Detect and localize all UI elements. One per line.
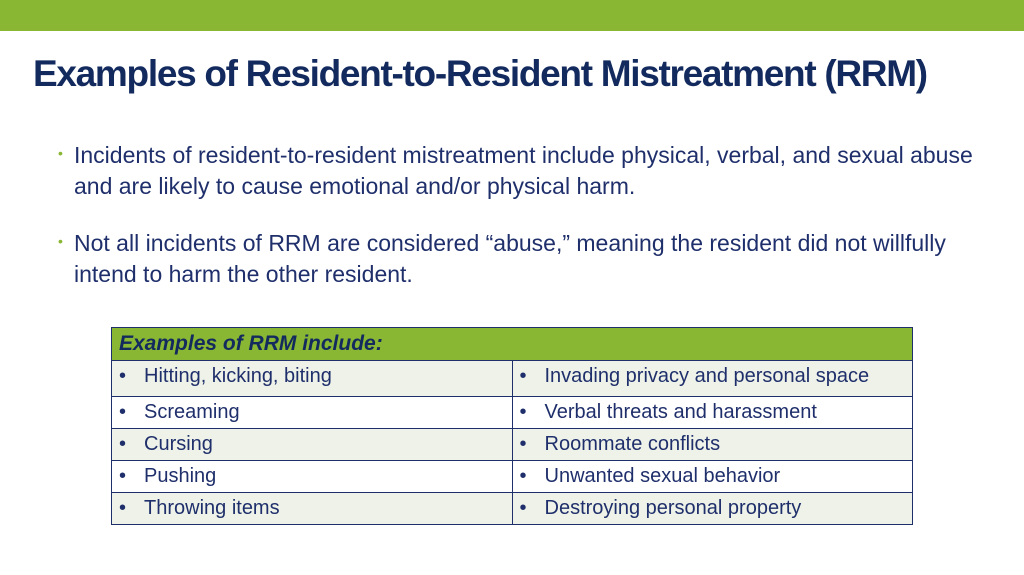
bullet-text: Not all incidents of RRM are considered “abuse,” meaning the resident did not willfully intend to harm the other resident. xyxy=(74,230,946,287)
cell-text: Screaming xyxy=(144,401,240,423)
bullet-dot-icon: • xyxy=(119,497,127,519)
table-row xyxy=(112,461,913,493)
bullet-dot-icon: • xyxy=(519,465,527,487)
cell-text: Unwanted sexual behavior xyxy=(544,465,781,487)
rrm-examples-table xyxy=(111,327,913,525)
bullet-text: Incidents of resident-to-resident mistreatment include physical, verbal, and sexual abuse and are likely to cause emotional and/or physical harm. xyxy=(74,142,973,199)
slide-title: Examples of Resident-to-Resident Mistreatment (RRM) xyxy=(33,53,927,94)
cell-text: Verbal threats and harassment xyxy=(544,401,817,423)
bullet-item xyxy=(57,228,977,290)
bullet-dot-icon: • xyxy=(119,401,127,423)
bullet-dot-icon: • xyxy=(119,465,127,487)
bullet-dot-icon: • xyxy=(519,433,527,455)
table-row xyxy=(112,397,913,429)
table-cell xyxy=(512,429,913,461)
bullet-dot-icon: • xyxy=(119,365,127,387)
table-cell xyxy=(112,397,513,429)
cell-text: Destroying personal property xyxy=(544,497,802,519)
table-row xyxy=(112,361,913,397)
cell-text: Invading privacy and personal space xyxy=(544,365,870,387)
bullet-dot-icon: • xyxy=(58,145,63,161)
cell-text: Throwing items xyxy=(144,497,280,519)
table-cell xyxy=(112,461,513,493)
bullet-dot-icon: • xyxy=(519,401,527,423)
top-accent-bar xyxy=(0,0,1024,31)
table-cell xyxy=(512,397,913,429)
cell-text: Roommate conflicts xyxy=(544,433,721,455)
table-cell xyxy=(512,361,913,397)
table-row xyxy=(112,429,913,461)
table-cell xyxy=(512,461,913,493)
bullet-list xyxy=(57,140,977,316)
cell-text: Pushing xyxy=(144,465,217,487)
cell-text: Hitting, kicking, biting xyxy=(144,365,332,387)
bullet-dot-icon: • xyxy=(519,365,527,387)
table-cell xyxy=(112,429,513,461)
table-cell xyxy=(112,361,513,397)
table-header: Examples of RRM include: xyxy=(112,328,913,361)
bullet-dot-icon: • xyxy=(58,233,63,249)
bullet-item xyxy=(57,140,977,202)
bullet-dot-icon: • xyxy=(519,497,527,519)
table-row xyxy=(112,493,913,525)
table-cell xyxy=(512,493,913,525)
table-cell xyxy=(112,493,513,525)
cell-text: Cursing xyxy=(144,433,213,455)
bullet-dot-icon: • xyxy=(119,433,127,455)
